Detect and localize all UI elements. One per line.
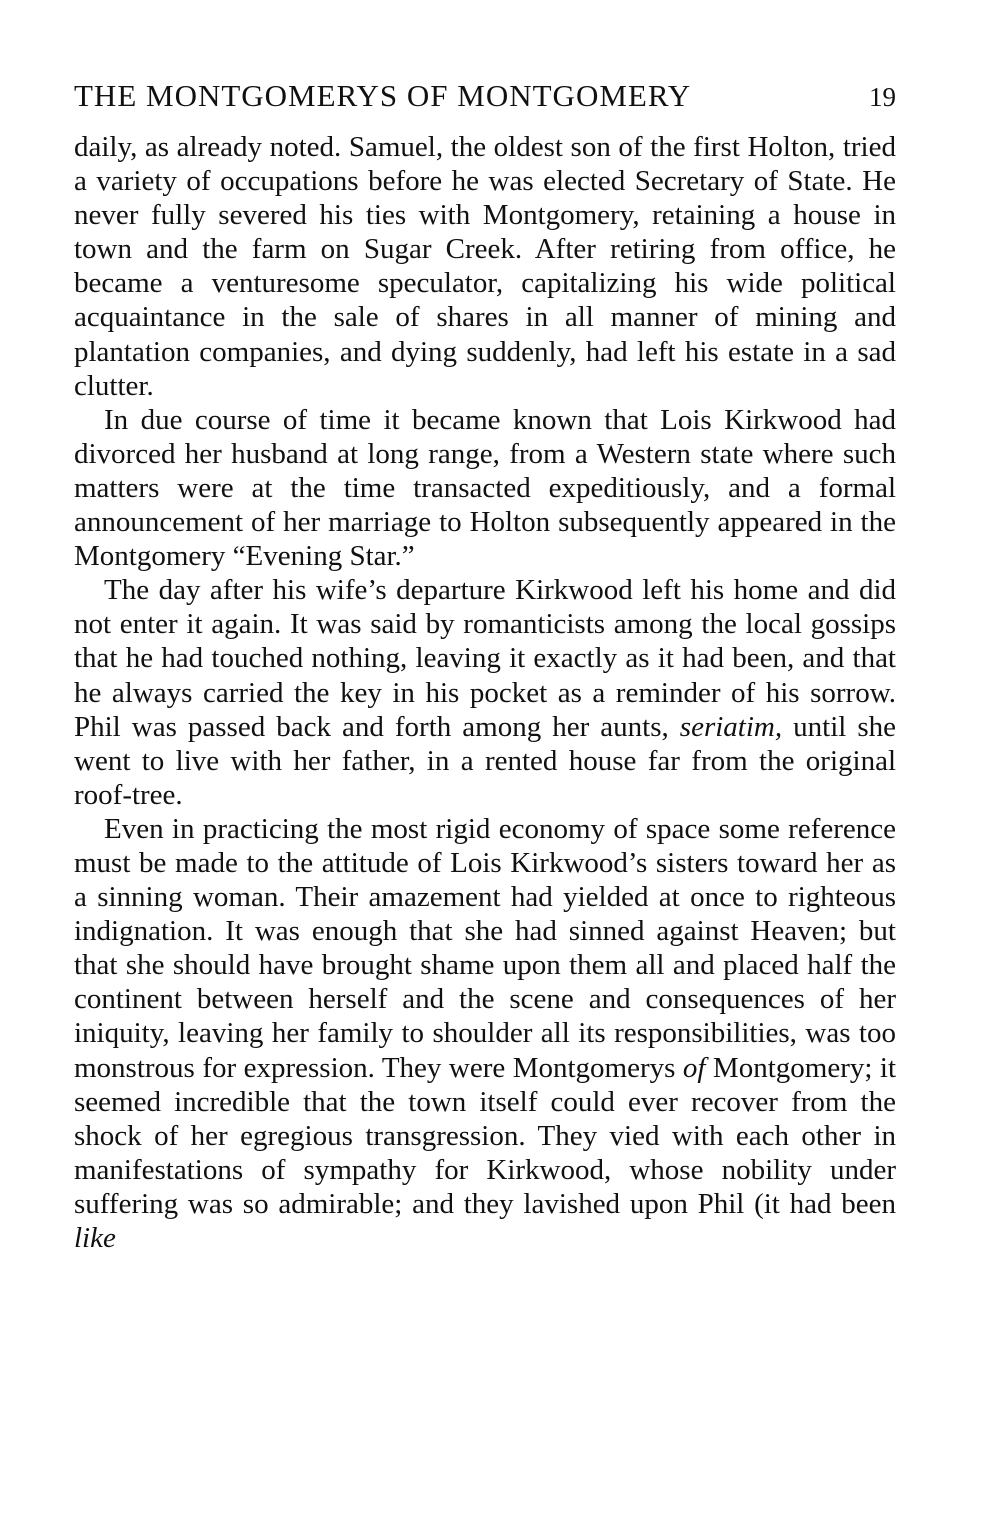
paragraph-3 <box>74 573 896 812</box>
book-page <box>74 78 896 1255</box>
paragraph-4-italic-2: like <box>74 1222 116 1254</box>
paragraph-4-text-a: Even in practicing the most rigid economy of space some reference must be made to the attitude of Lois Kirkwood’s sisters toward her as a sinning woman. Their amazement had yielded at once to righteous indignation. It was enough that she had sinned against Heaven; but that she should have brought shame upon them all and placed half the continent between herself and the scene and consequences of her iniquity, leaving her family to shoulder all its responsibilities, was too monstrous for expression. They were Montgomerys <box>74 812 896 1084</box>
paragraph-1 <box>74 130 896 403</box>
paragraph-4 <box>74 812 896 1255</box>
paragraph-2-text: In due course of time it became known that Lois Kirkwood had divorced her husband at long range, from a Western state where such matters were at the time transacted expeditiously, and a formal announcement of her marriage to Holton subsequently appeared in the Montgomery “Evening Star.” <box>74 403 896 573</box>
running-header <box>74 78 896 130</box>
paragraph-4-text-b: Montgomery; it seemed incredible that the town itself could ever recover from the shock of her egregious transgression. They vied with each other in manifestations of sympathy for Kirkwood, whose nobility under suffering was so admirable; and they lavished upon Phil (it had been <box>74 1051 896 1220</box>
paragraph-4-italic-1: of <box>682 1051 706 1084</box>
paragraph-3-italic: seriatim, <box>679 710 783 743</box>
running-title: THE MONTGOMERYS OF MONTGOMERY <box>74 78 692 113</box>
paragraph-2 <box>74 403 896 573</box>
paragraph-3-text-b: until she went to live with her father, in a rented house far from the original roof-tree. <box>74 710 896 811</box>
paragraph-1-text: daily, as already noted. Samuel, the oldest son of the first Holton, tried a variety of occupations before he was elected Secretary of State. He never fully severed his ties with Montgomery, retaining a house in town and the farm on Sugar Creek. After retiring from office, he became a venturesome speculator, capitalizing his wide political acquaintance in the sale of shares in all manner of mining and plantation companies, and dying suddenly, had left his estate in a sad clutter. <box>74 131 896 402</box>
page-number: 19 <box>869 82 896 112</box>
paragraph-3-text-a: The day after his wife’s departure Kirkwood left his home and did not enter it again. It was said by romanticists among the local gossips that he had touched nothing, leaving it exactly as it had been, and that he always carried the key in his pocket as a reminder of his sorrow. Phil was passed back and forth among her aunts, <box>74 574 896 743</box>
